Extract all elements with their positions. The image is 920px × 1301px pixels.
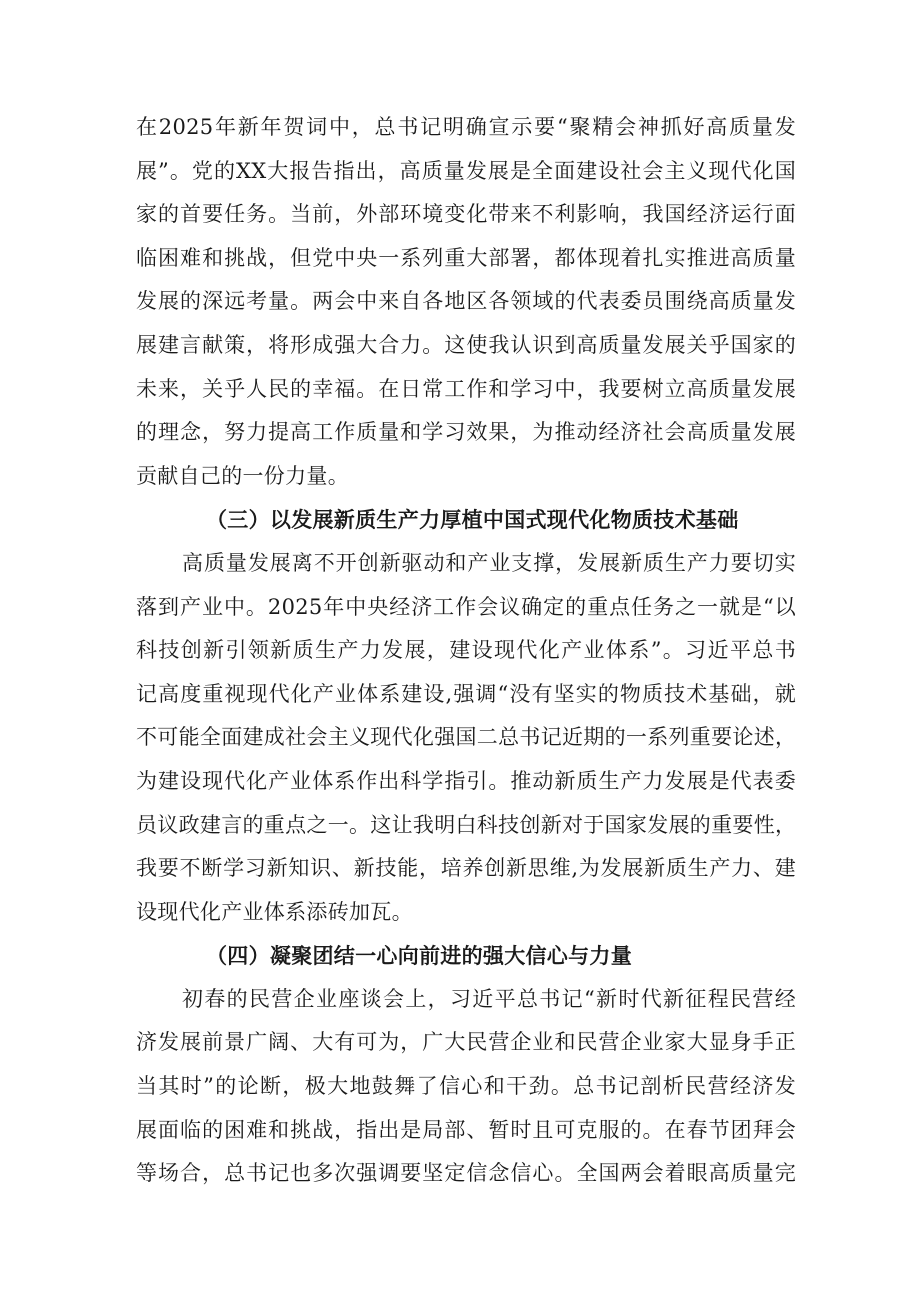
text-line: 高质量发展离不开创新驱动和产业支撑，发展新质生产力要切实 [182,550,796,575]
text-line: 员议政建言的重点之一。这让我明白科技创新对于国家发展的重要性， [136,812,797,837]
text-line: 临困难和挑战，但党中央一系列重大部署，都体现着扎实推进高质量 [136,245,796,270]
text-line: 为建设现代化产业体系作出科学指引。推动新质生产力发展是代表委 [136,768,796,793]
text-line: 济发展前景广阔、大有可为，广大民营企业和民营企业家大显身手正 [136,1030,796,1055]
text-line: 未来，关乎人民的幸福。在日常工作和学习中，我要树立高质量发展 [136,376,796,401]
text-line: 设现代化产业体系添砖加瓦。 [136,899,413,924]
text-line: 科技创新引领新质生产力发展，建设现代化产业体系”。习近平总书 [136,638,796,663]
text-line: 记高度重视现代化产业体系建设,强调“没有坚实的物质技术基础，就 [136,681,796,706]
text-line: 不可能全面建成社会主义现代化强国二总书记近期的一系列重要论述， [136,725,797,750]
text-line: 我要不断学习新知识、新技能，培养创新思维,为发展新质生产力、建 [136,856,796,881]
paragraph-1 [136,106,796,498]
document-page [136,106,796,1196]
text-line: 发展的深远考量。两会中来自各地区各领域的代表委员围绕高质量发 [136,289,796,314]
text-line: 在2025年新年贺词中，总书记明确宣示要“聚精会神抓好高质量发 [136,115,796,139]
text-line: 展建言献策，将形成强大合力。这使我认识到高质量发展关乎国家的 [136,332,796,357]
section-heading-3: （三）以发展新质生产力厚植中国式现代化物质技术基础 [206,507,739,533]
text-line: 等场合，总书记也多次强调要坚定信念信心。全国两会着眼高质量完 [136,1161,796,1186]
text-line: 的理念，努力提高工作质量和学习效果，为推动经济社会高质量发展 [136,420,796,445]
text-line: 家的首要任务。当前，外部环境变化带来不利影响，我国经济运行面 [136,202,796,227]
paragraph-3 [136,978,796,1196]
paragraph-2 [136,542,796,934]
section-heading-4: （四）凝聚团结一心向前进的强大信心与力量 [206,943,632,969]
text-line: 初春的民营企业座谈会上，习近平总书记“新时代新征程民营经 [182,986,796,1011]
text-line: 展面临的困难和挑战，指出是局部、暂时且可克服的。在春节团拜会 [136,1117,796,1142]
text-line: 贡献自己的一份力量。 [136,463,349,488]
text-line: 当其时”的论断，极大地鼓舞了信心和干劲。总书记剖析民营经济发 [136,1074,796,1099]
text-line: 展”。党的XX大报告指出，高质量发展是全面建设社会主义现代化国 [136,158,796,183]
text-line: 落到产业中。2025年中央经济工作会议确定的重点任务之一就是“以 [136,594,796,619]
